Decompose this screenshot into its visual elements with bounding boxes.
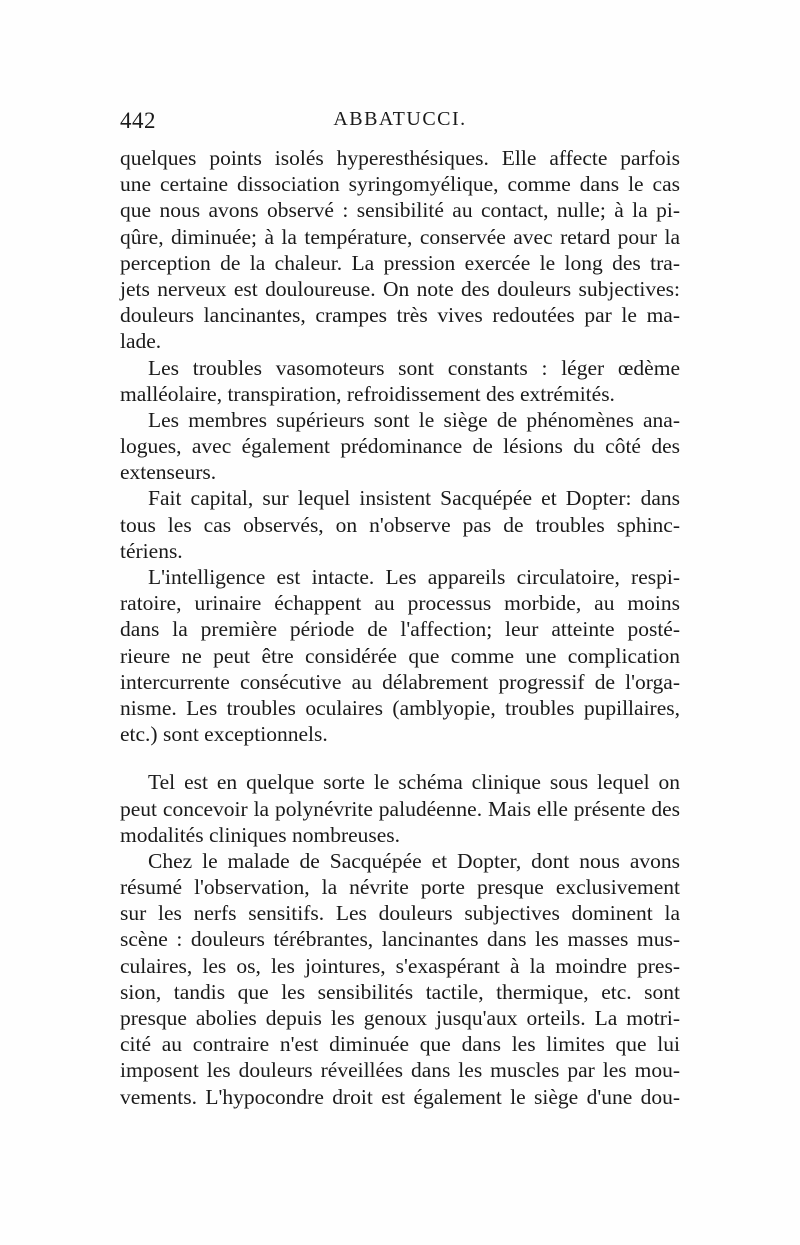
text-line: ratoire, urinaire échappent au processus morbide, au moins	[120, 591, 680, 616]
text-line: jets nerveux est douloureuse. On note des douleurs subjectives:	[120, 276, 680, 301]
text-line: cité au contraire n'est diminuée que dans les limites que lui	[120, 1032, 680, 1057]
text-line: tériens.	[120, 538, 183, 563]
text-line: douleurs lancinantes, crampes très vives redoutées par le ma-	[120, 303, 680, 328]
text-line: Tel est en quelque sorte le schéma clinique sous lequel on	[148, 770, 680, 795]
text-line: une certaine dissociation syringomyélique, comme dans le cas	[120, 172, 680, 197]
text-line: perception de la chaleur. La pression exercée le long des tra-	[120, 250, 680, 275]
paragraph	[120, 848, 680, 1110]
text-line: culaires, les os, les jointures, s'exaspérant à la moindre pres-	[120, 953, 680, 978]
text-line: intercurrente consécutive au délabrement progressif de l'orga-	[120, 669, 680, 694]
text-line: Les troubles vasomoteurs sont constants : léger œdème	[148, 355, 680, 380]
text-line: quelques points isolés hyperesthésiques. Elle affecte parfois	[120, 146, 680, 170]
text-line: Fait capital, sur lequel insistent Sacquépée et Dopter: dans	[148, 486, 680, 511]
text-line: que nous avons observé : sensibilité au contact, nulle; à la pi-	[120, 198, 680, 223]
page-number: 442	[120, 108, 156, 133]
running-head	[120, 108, 680, 142]
paragraph	[120, 485, 680, 564]
body-text	[120, 145, 680, 1110]
paragraph	[120, 564, 680, 747]
text-line: rieure ne peut être considérée que comme une complication	[120, 643, 680, 668]
text-line: vements. L'hypocondre droit est également le siège d'une dou-	[120, 1084, 680, 1109]
paragraph	[120, 407, 680, 486]
section-gap	[120, 747, 680, 769]
text-line: etc.) sont exceptionnels.	[120, 722, 328, 747]
text-line: nisme. Les troubles oculaires (amblyopie, troubles pupillaires,	[120, 695, 680, 720]
text-line: imposent les douleurs réveillées dans les muscles par les mou-	[120, 1058, 680, 1083]
text-line: malléolaire, transpiration, refroidissement des extrémités.	[120, 381, 615, 406]
text-line: modalités cliniques nombreuses.	[120, 822, 401, 847]
text-line: scène : douleurs térébrantes, lancinantes dans les masses mus-	[120, 927, 680, 952]
text-line: tous les cas observés, on n'observe pas de troubles sphinc-	[120, 512, 680, 537]
text-line: Chez le malade de Sacquépée et Dopter, dont nous avons	[148, 848, 680, 873]
text-line: extenseurs.	[120, 460, 217, 485]
text-line: Les membres supérieurs sont le siège de phénomènes ana-	[148, 407, 680, 432]
text-line: résumé l'observation, la névrite porte presque exclusivement	[120, 875, 680, 900]
text-line: logues, avec également prédominance de lésions du côté des	[120, 434, 680, 459]
running-title: ABBATUCCI.	[333, 108, 467, 130]
paragraph	[120, 769, 680, 848]
text-line: qûre, diminuée; à la température, conservée avec retard pour la	[120, 224, 680, 249]
text-line: sion, tandis que les sensibilités tactile, thermique, etc. sont	[120, 979, 680, 1004]
text-line: sur les nerfs sensitifs. Les douleurs subjectives dominent la	[120, 901, 680, 926]
text-line: dans la première période de l'affection; leur atteinte posté-	[120, 617, 680, 642]
text-line: L'intelligence est intacte. Les appareils circulatoire, respi-	[148, 565, 680, 589]
text-line: peut concevoir la polynévrite paludéenne. Mais elle présente des	[120, 796, 680, 821]
paragraph	[120, 355, 680, 407]
text-line: lade.	[120, 329, 162, 354]
paragraph	[120, 145, 680, 355]
text-line: presque abolies depuis les genoux jusqu'aux orteils. La motri-	[120, 1006, 680, 1030]
